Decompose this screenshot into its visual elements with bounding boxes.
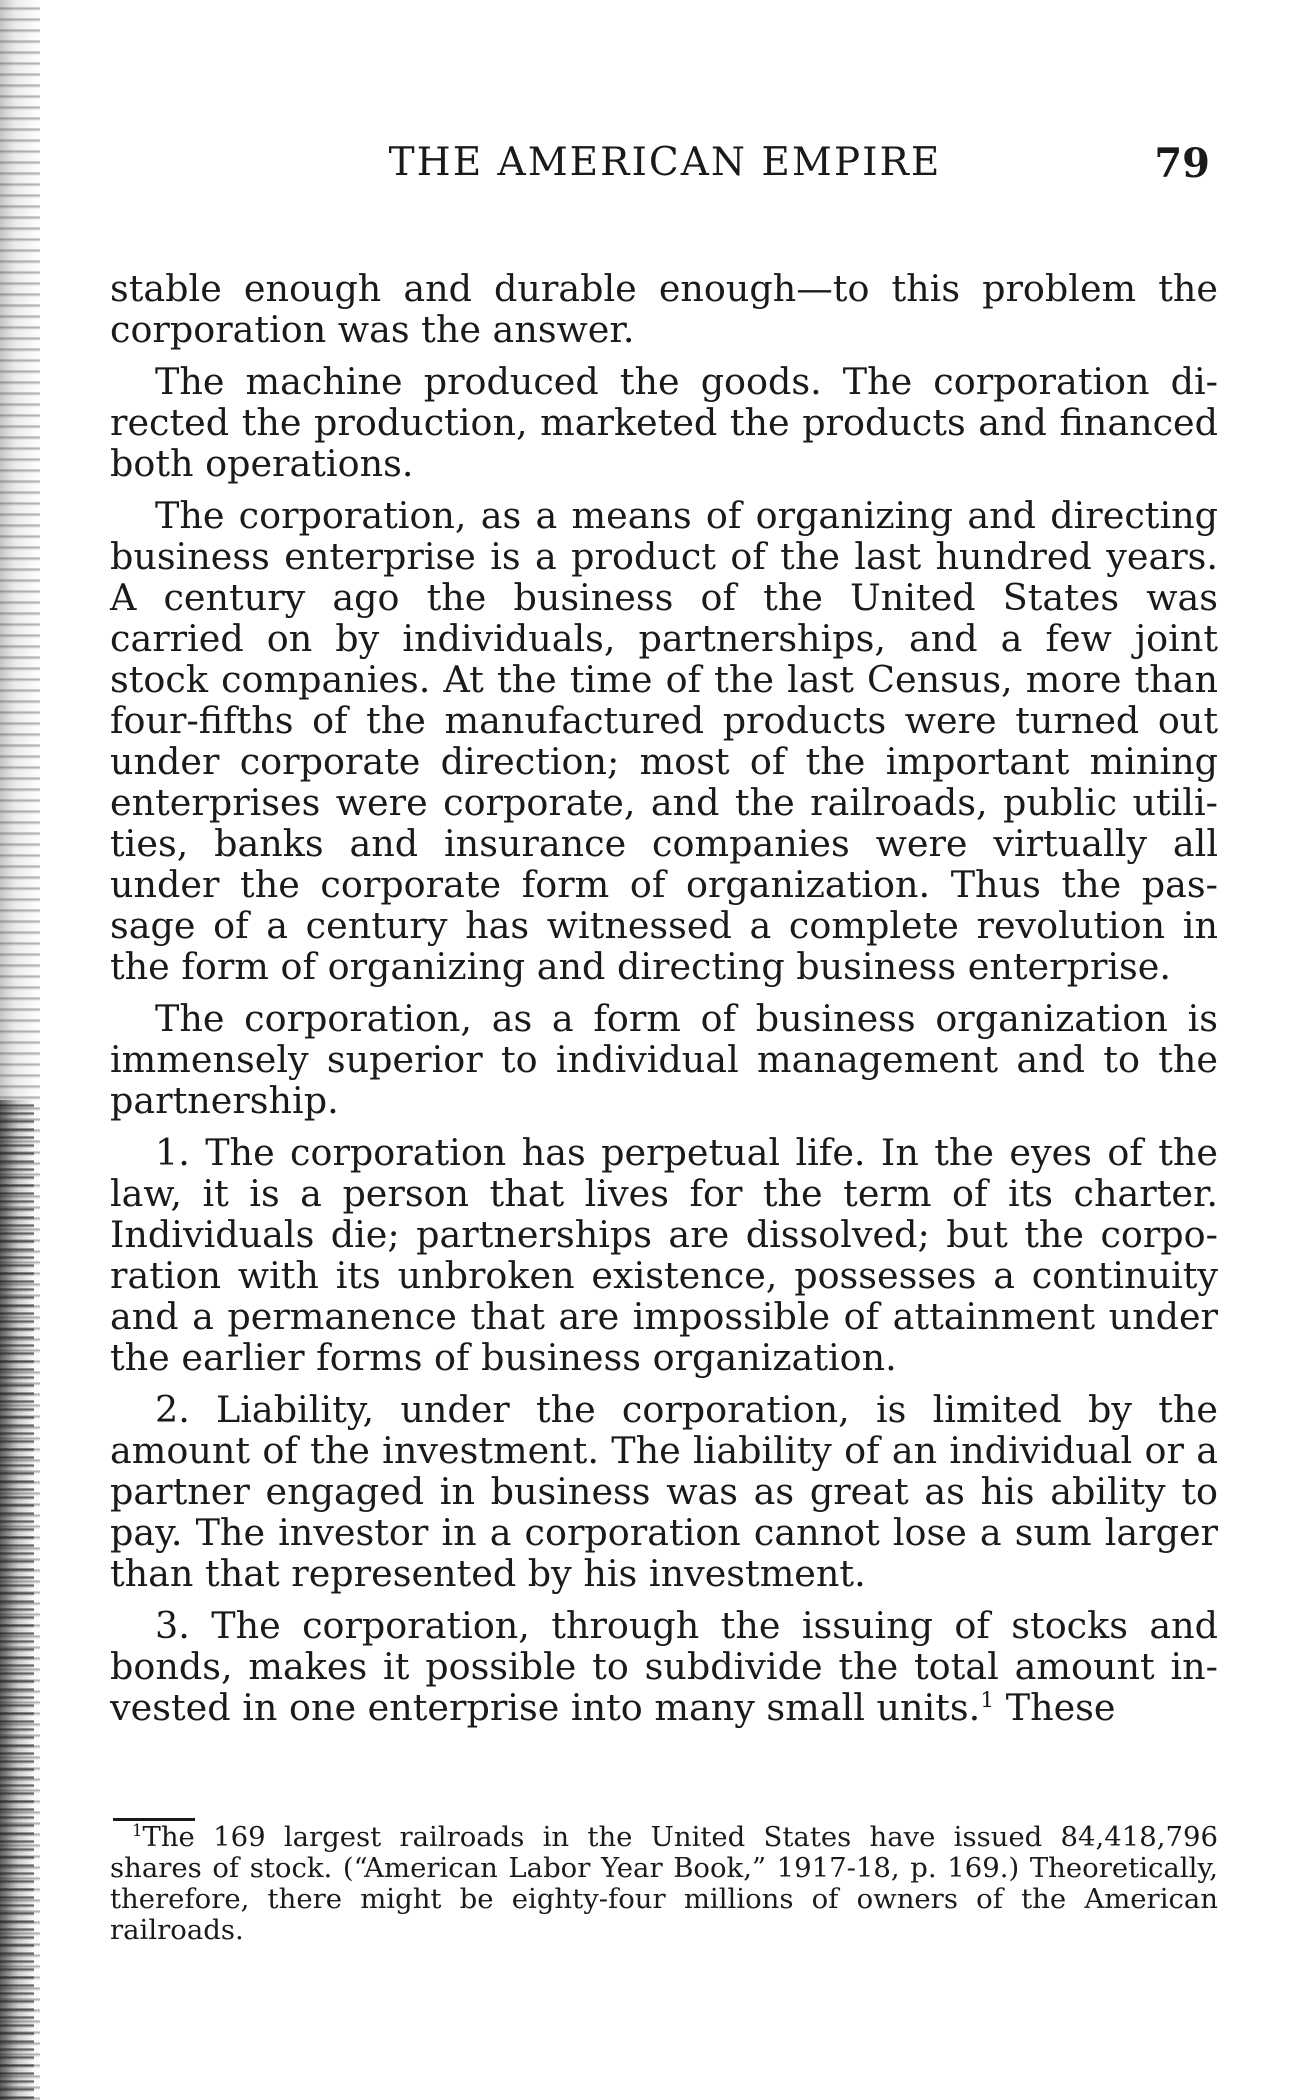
paragraph-7: [110, 1605, 1218, 1728]
page-number: 79: [1154, 140, 1210, 187]
paragraph-3: The corporation, as a means of organizing and directing business enterprise is a product of the last hundred years. A century ago the business of the United States was carried on by individuals, partnerships, and a few joint stock companies. At the time of the last Census, more than four-fifths of the manufactured products were turned out under corporate direction; most of the important mining enterprises were corporate, and the railroads, public utilities, banks and insurance companies were virtually all under the corporate form of organization. Thus the passage of a century has witnessed a complete revolution in the form of organizing and directing business enterprise.: [110, 494, 1218, 988]
paragraph-7-text: 3. The corporation, through the issuing of stocks and bonds, makes it possible to subdivide the total amount invested in one enterprise into many small units.: [110, 1604, 1218, 1729]
paragraph-1: stable enough and durable enough—to this problem the corporation was the answer.: [110, 267, 1218, 351]
footnote-reference: 1: [980, 1687, 995, 1713]
running-title: THE AMERICAN EMPIRE: [388, 140, 942, 185]
running-head: [110, 140, 1220, 190]
scan-binding-edge-lower: [0, 1100, 34, 2100]
body-text: [110, 268, 1218, 1739]
footnote-marker: 1: [132, 1820, 143, 1840]
footnote-text: The 169 largest railroads in the United States have issued 84,418,796 shares of stock. (“American Labor Year Book,” 1917-18, p. 169.) Theoretically, therefore, there might be eighty-four millions of owners of the American railroads.: [110, 1821, 1218, 1946]
footnote: [110, 1822, 1218, 1946]
paragraph-7-tail: These: [994, 1686, 1116, 1729]
paragraph-5: 1. The corporation has perpetual life. In the eyes of the law, it is a person that lives for the term of its charter. Individuals die; partnerships are dissolved; but the corporation with its unbroken existence, possesses a continuity and a permanence that are impossible of attainment under the earlier forms of business organization.: [110, 1131, 1218, 1379]
paragraph-6: 2. Liability, under the corporation, is limited by the amount of the investment. The liability of an individual or a partner engaged in business was as great as his ability to pay. The investor in a corporation cannot lose a sum larger than that represented by his investment.: [110, 1388, 1218, 1595]
paragraph-4: The corporation, as a form of business organization is immensely superior to individual management and to the partnership.: [110, 997, 1218, 1122]
paragraph-2: The machine produced the goods. The corporation directed the production, marketed the products and financed both operations.: [110, 360, 1218, 485]
